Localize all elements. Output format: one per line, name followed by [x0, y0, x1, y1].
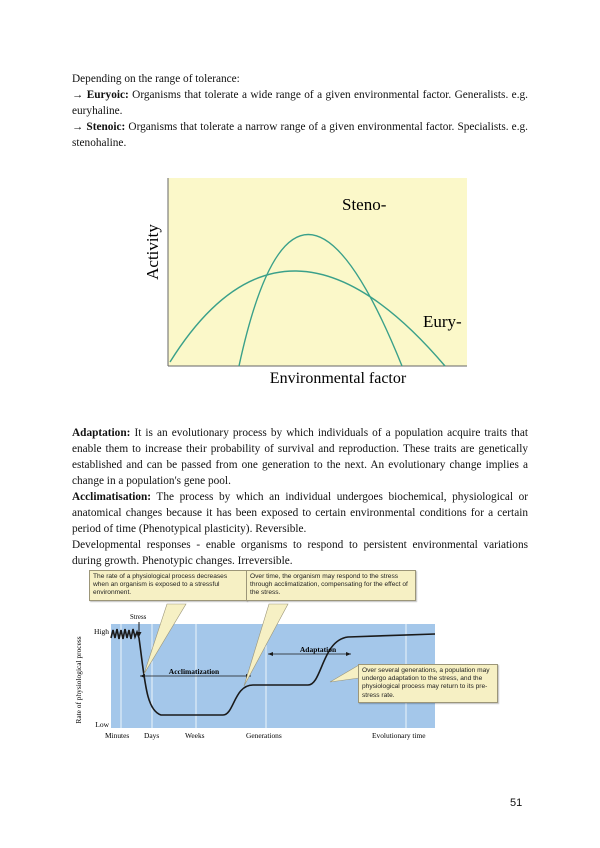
stenoic-term: Stenoic:: [86, 121, 126, 133]
adaptation-term: Adaptation:: [72, 427, 131, 439]
callout-stress-decrease: The rate of a physiological process decreases when an organism is exposed to a stressful environment.: [89, 570, 247, 601]
tolerance-figure: [145, 175, 475, 385]
eury-label: Eury-: [423, 312, 462, 331]
acclimatisation-definition: [72, 489, 528, 537]
tolerance-x-label: Environmental factor: [269, 370, 407, 387]
callout-acclimatization: Over time, the organism may respond to the stress through acclimatization, compensating for the effect of the stress.: [246, 570, 416, 601]
xtick-evolutionary-time: Evolutionary time: [372, 731, 426, 740]
xtick-weeks: Weeks: [185, 731, 205, 740]
acclimatisation-text: The process by which an individual undergoes biochemical, physiological or anatomical changes because it has been exposed to certain environmental conditions for a certain period of time (Phenotypical plasticity). Reversible.: [72, 491, 528, 535]
xtick-days: Days: [144, 731, 160, 740]
adaptation-text: It is an evolutionary process by which individuals of a population acquire traits that enable them to increase their probability of survival and reproduction. These traits are genetically established and can be passed from one generation to the next. An evolutionary change implies a change in a population's gene pool.: [72, 427, 528, 487]
arrow-icon: →: [72, 121, 84, 133]
tolerance-y-label: Activity: [143, 224, 162, 280]
low-label: Low: [95, 720, 109, 729]
tolerance-plot-background: [168, 178, 467, 366]
euryoic-term: Euryoic:: [86, 89, 129, 101]
xtick-minutes: Minutes: [105, 731, 130, 740]
acclimatisation-term: Acclimatisation:: [72, 491, 152, 503]
page-number: 51: [510, 797, 523, 809]
tolerance-intro: [72, 71, 528, 151]
stress-label: Stress: [130, 614, 147, 621]
xtick-generations: Generations: [246, 731, 282, 740]
euryoic-definition: [72, 87, 528, 119]
intro-heading: Depending on the range of tolerance:: [72, 73, 240, 85]
developmental-definition: Developmental responses - enable organisms to respond to persistent environmental variations during growth. Phenotypic changes. Irreversible.: [72, 539, 528, 567]
acclimatization-label: Acclimatization: [168, 667, 220, 676]
callout-adaptation: Over several generations, a population may undergo adaptation to the stress, and the physiological process may return to its pre-stress rate.: [358, 664, 498, 703]
stress-y-label: Rate of physiological process: [74, 636, 83, 724]
steno-label: Steno-: [342, 195, 387, 214]
high-label: High: [94, 627, 109, 636]
adaptation-definition: [72, 425, 528, 489]
adaptation-label: Adaptation: [299, 645, 337, 654]
stenoic-definition: [72, 119, 528, 151]
arrow-icon: →: [72, 89, 84, 101]
definitions-section: [72, 425, 528, 569]
euryoic-text: Organisms that tolerate a wide range of a given environmental factor. Generalists. e.g. euryhaline.: [72, 89, 528, 117]
stenoic-text: Organisms that tolerate a narrow range of a given environmental factor. Specialists. e.g. stenohaline.: [72, 121, 528, 149]
